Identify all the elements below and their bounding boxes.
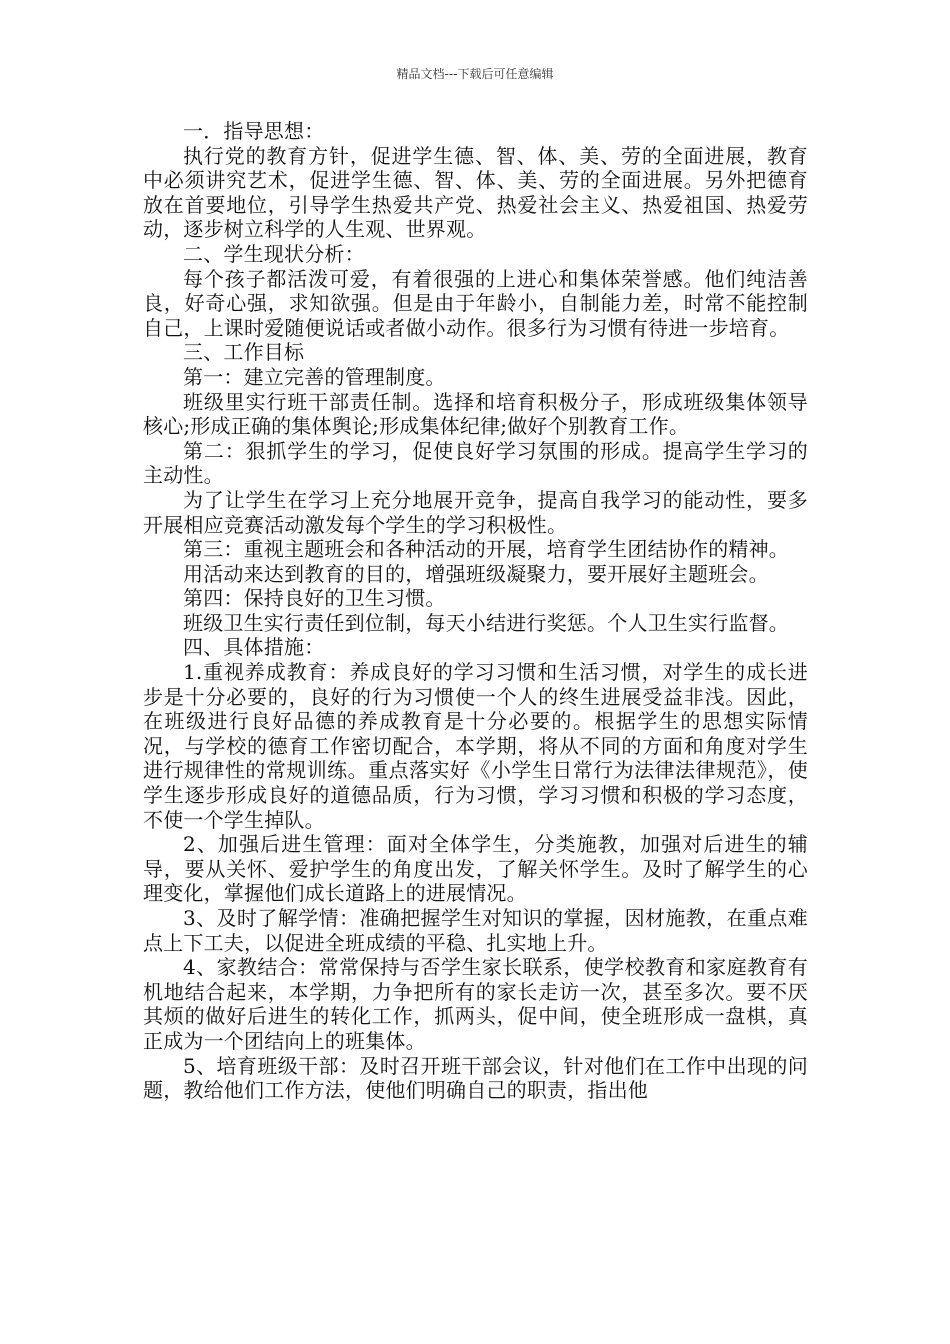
goal-fourth-body: 班级卫生实行责任到位制，每天小结进行奖惩。个人卫生实行监督。 <box>183 610 789 635</box>
goal-second-heading: 第二：狠抓学生的学习，促使良好学习氛围的形成。提高学生学习的主动性。 <box>143 438 808 488</box>
goal-third-heading: 第三：重视主题班会和各种活动的开展，培育学生团结协作的精神。 <box>183 537 789 562</box>
paragraph-guiding-ideology: 执行党的教育方针，促进学生德、智、体、美、劳的全面进展，教育中必须讲究艺术，促进学生德、智、体、美、劳的全面进展。另外把德育放在首要地位，引导学生热爱共产党、热爱社会主义、热爱祖国、热爱劳动，逐步树立科学的人生观、世界观。 <box>143 143 808 242</box>
measure-5: 5、培育班级干部：及时召开班干部会议，针对他们在工作中出现的问题，教给他们工作方法，使他们明确自己的职责，指出他 <box>143 1053 808 1103</box>
goal-third-body: 用活动来达到教育的目的，增强班级凝聚力，要开展好主题班会。 <box>183 561 769 586</box>
document-body <box>143 119 808 1103</box>
section-heading-work-goals: 三、工作目标 <box>183 340 305 365</box>
goal-fourth-heading: 第四：保持良好的卫生习惯。 <box>183 586 446 611</box>
goal-second-body: 为了让学生在学习上充分地展开竞争，提高自我学习的能动性，要多开展相应竞赛活动激发每个学生的学习积极性。 <box>143 487 808 537</box>
measure-3: 3、及时了解学情：准确把握学生对知识的掌握，因材施教，在重点难点上下工夫，以促进全班成绩的平稳、扎实地上升。 <box>143 906 808 955</box>
goal-first-heading: 第一：建立完善的管理制度。 <box>183 364 446 389</box>
measure-2: 2、加强后进生管理：面对全体学生，分类施教，加强对后进生的辅导，要从关怀、爱护学生的角度出发，了解关怀学生。及时了解学生的心理变化，掌握他们成长道路上的进展情况。 <box>143 832 808 906</box>
measure-1: 1.重视养成教育：养成良好的学习习惯和生活习惯，对学生的成长进步是十分必要的，良好的行为习惯使一个人的终生进展受益非浅。因此，在班级进行良好品德的养成教育是十分必要的。根据学生的思想实际情况，与学校的德育工作密切配合，本学期，将从不同的方面和角度对学生进行规律性的常规训练。重点落实好《小学生日常行为法律法律规范》，使学生逐步形成良好的道德品质，行为习惯，学习习惯和积极的学习态度，不使一个学生掉队。 <box>143 660 808 832</box>
goal-first-body: 班级里实行班干部责任制。选择和培育积极分子，形成班级集体领导核心;形成正确的集体舆论;形成集体纪律;做好个别教育工作。 <box>143 389 808 439</box>
section-heading-student-analysis: 二、学生现状分析： <box>183 241 365 266</box>
section-heading-guiding-ideology: 一．指导思想： <box>183 119 325 143</box>
page-header: 精品文档---下载后可任意编辑 <box>396 67 554 81</box>
paragraph-student-analysis: 每个孩子都活泼可爱，有着很强的上进心和集体荣誉感。他们纯洁善良，好奇心强，求知欲强。但是由于年龄小，自制能力差，时常不能控制自己，上课时爱随便说话或者做小动作。很多行为习惯有待进一步培育。 <box>143 266 808 340</box>
section-heading-measures: 四、具体措施： <box>183 635 325 660</box>
measure-4: 4、家教结合：常常保持与否学生家长联系，使学校教育和家庭教育有机地结合起来，本学期，力争把所有的家长走访一次，甚至多次。要不厌其烦的做好后进生的转化工作，抓两头，促中间，使全班形成一盘棋，真正成为一个团结向上的班集体。 <box>143 955 808 1053</box>
